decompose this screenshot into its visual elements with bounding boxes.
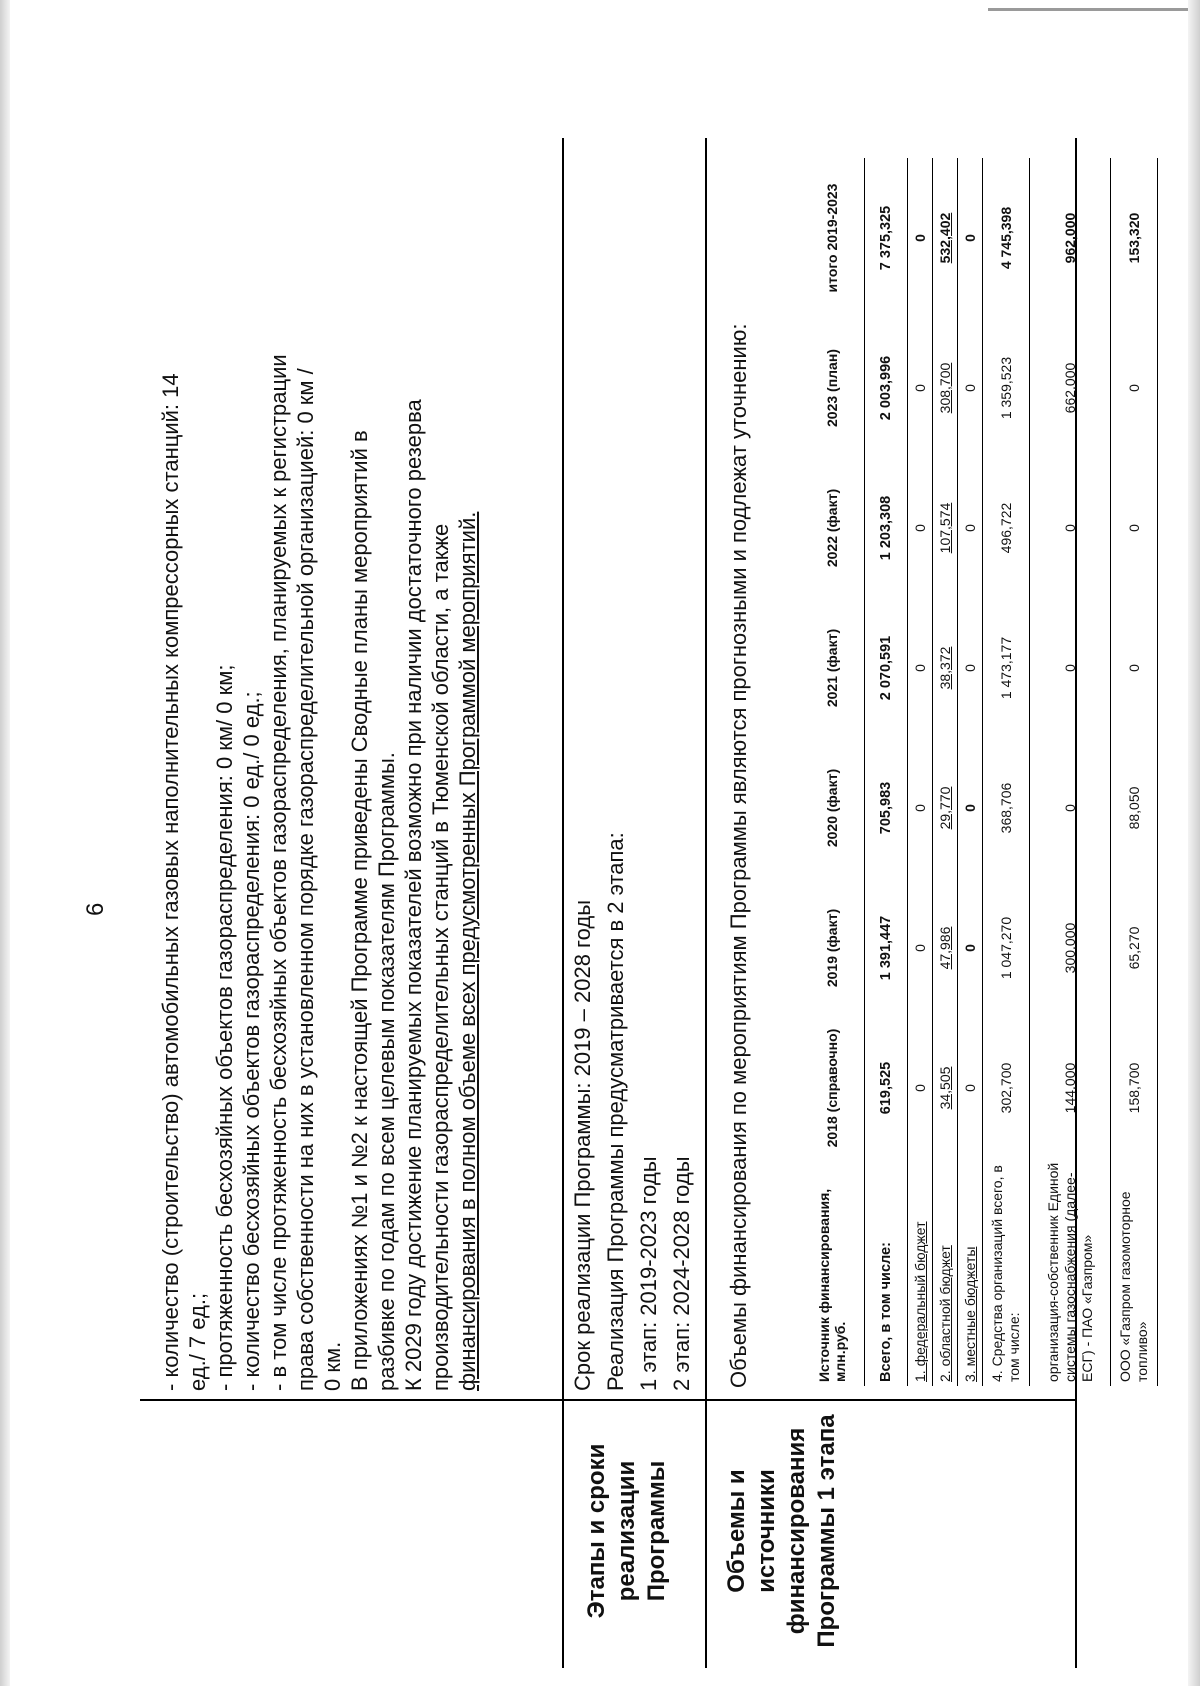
cell-value: 2 003,996 (865, 318, 908, 458)
cell-value: 153,320 (1111, 158, 1158, 318)
cell-value: 0 (958, 158, 983, 318)
row-label: организация-собственник Единой системы газоснабжения (далее-ЕСГ) - ПАО «Газпром» (1030, 1158, 1111, 1386)
row-label: 1. федеральный бюджет (908, 1158, 933, 1386)
financing-label-line: финансирования (783, 1427, 810, 1635)
table-row (908, 158, 933, 1386)
cell-value: 0 (1111, 458, 1158, 598)
cell-value: 0 (1030, 598, 1111, 738)
cell-value: 1 473,177 (983, 598, 1030, 738)
cell-value: 0 (1030, 738, 1111, 878)
cell-value: 0 (1111, 318, 1158, 458)
cell-value: 0 (908, 158, 933, 318)
cell-value: 705,983 (865, 738, 908, 878)
row-label: 4. Средства организаций всего, в том числе: (983, 1158, 1030, 1386)
stages-label-line: Этапы и сроки (583, 1443, 610, 1619)
header-2021: 2021 (факт) (800, 598, 865, 738)
cell-value: 0 (958, 458, 983, 598)
cell-value: 1 203,308 (865, 458, 908, 598)
row-separator-financing-top (705, 138, 707, 1668)
stages-line: 2 этап: 2024-2028 годы (669, 1156, 694, 1391)
row-label: Всего, в том числе: (865, 1158, 908, 1386)
cell-value: 0 (958, 318, 983, 458)
financing-label-line: Программы 1 этапа (813, 1414, 840, 1648)
header-total: итого 2019-2023 (800, 158, 865, 318)
cell-value: 962,000 (1030, 158, 1111, 318)
header-2019: 2019 (факт) (800, 878, 865, 1018)
cell-value: 496,722 (983, 458, 1030, 598)
cell-value: 34,505 (933, 1018, 958, 1158)
indicators-line: К 2029 году достижение планируемых показателей возможно при наличии достаточного резерва (401, 399, 426, 1391)
page-number: 6 (82, 902, 109, 916)
indicators-line: производительности газораспределительных станций в Тюменской области, а также (428, 523, 453, 1391)
table-row (1111, 158, 1158, 1386)
header-2022: 2022 (факт) (800, 458, 865, 598)
financing-label (722, 1406, 842, 1656)
cell-value: 300,000 (1030, 878, 1111, 1018)
cell-value: 47,986 (933, 878, 958, 1018)
cell-value: 0 (958, 1018, 983, 1158)
indicators-line: - количество бесхозяйных объектов газораспределения: 0 ед./ 0 ед.; (239, 691, 264, 1391)
cell-value: 88,050 (1111, 738, 1158, 878)
cell-value: 368,706 (983, 738, 1030, 878)
row-label: 3. местные бюджеты (958, 1158, 983, 1386)
row-label: 2. областной бюджет (933, 1158, 958, 1386)
table-row (1030, 158, 1111, 1386)
cell-value: 1 047,270 (983, 878, 1030, 1018)
financing-table (800, 158, 1158, 1386)
table-row (958, 158, 983, 1386)
indicators-line: ед./ 7 ед.; (185, 1292, 210, 1391)
cell-value: 0 (908, 738, 933, 878)
stages-label-line: Программы (643, 1460, 670, 1602)
table-row (933, 158, 958, 1386)
cell-value: 1 391,447 (865, 878, 908, 1018)
cell-value: 38,372 (933, 598, 958, 738)
cell-value: 1 359,523 (983, 318, 1030, 458)
cell-value: 158,700 (1111, 1018, 1158, 1158)
cell-value: 662,000 (1030, 318, 1111, 458)
cell-value: 0 (1111, 598, 1158, 738)
cell-value: 2 070,591 (865, 598, 908, 738)
cell-value: 65,270 (1111, 878, 1158, 1018)
row-label: ООО «Газпром газомоторное топливо» (1111, 1158, 1158, 1386)
cell-value: 0 (908, 458, 933, 598)
scan-edge-right (1188, 0, 1200, 1686)
cell-value: 302,700 (983, 1018, 1030, 1158)
cell-value: 29,770 (933, 738, 958, 878)
cell-value: 532,402 (933, 158, 958, 318)
cell-value: 7 375,325 (865, 158, 908, 318)
stages-line: Реализация Программы предусматривается в 2 этапа: (603, 832, 628, 1391)
indicators-text (157, 151, 481, 1391)
stages-text (566, 151, 698, 1391)
indicators-line: - протяженность бесхозяйных объектов газораспределения: 0 км/ 0 км; (212, 664, 237, 1391)
stages-line: 1 этап: 2019-2023 годы (636, 1156, 661, 1391)
header-2018: 2018 (справочно) (800, 1018, 865, 1158)
rotated-document-page (0, 126, 1150, 1686)
cell-value: 0 (908, 318, 933, 458)
cell-value: 308,700 (933, 318, 958, 458)
cell-value: 144,000 (1030, 1018, 1111, 1158)
indicators-line: финансирования в полном объеме всех предусмотренных Программой мероприятий. (455, 511, 480, 1391)
scan-corner-mark (988, 8, 1188, 11)
cell-value: 0 (958, 738, 983, 878)
cell-value: 0 (908, 1018, 933, 1158)
stages-line: Срок реализации Программы: 2019 – 2028 годы (570, 899, 595, 1391)
header-2020: 2020 (факт) (800, 738, 865, 878)
header-source: Источник финансирования, млн.руб. (800, 1158, 865, 1386)
indicators-line: В приложениях №1 и №2 к настоящей Программе приведены Сводные планы мероприятий в (347, 430, 372, 1391)
row-separator-stages-top (562, 138, 564, 1668)
cell-value: 4 745,398 (983, 158, 1030, 318)
financing-label-line: Объемы и источники (723, 1469, 780, 1593)
cell-value: 0 (958, 598, 983, 738)
cell-value: 0 (908, 878, 933, 1018)
cell-value: 619,525 (865, 1018, 908, 1158)
table-row (983, 158, 1030, 1386)
cell-value: 0 (958, 878, 983, 1018)
stages-label-line: реализации (613, 1460, 640, 1602)
indicators-line: - в том числе протяженность бесхозяйных объектов газораспределения, планируемых к регистрации (266, 354, 291, 1391)
indicators-line: права собственности на них в установленном порядке газораспределительной организацией: 0 км / (293, 368, 318, 1391)
header-2023: 2023 (план) (800, 318, 865, 458)
table-header-row (800, 158, 865, 1386)
cell-value: 107,574 (933, 458, 958, 598)
cell-value: 0 (1030, 458, 1111, 598)
indicators-line: разбивке по годам по всем целевым показателям Программы. (374, 752, 399, 1391)
stages-label (582, 1406, 672, 1656)
indicators-line: 0 км. (320, 1341, 345, 1391)
table-divider-vertical (140, 1399, 1077, 1401)
table-row (865, 158, 908, 1386)
cell-value: 0 (908, 598, 933, 738)
indicators-line: - количество (строительство) автомобильных газовых наполнительных компрессорных станций: 14 (158, 373, 183, 1391)
financing-intro: Объемы финансирования по мероприятиям Программы являются прогнозными и подлежат уточнению: (726, 323, 751, 1388)
